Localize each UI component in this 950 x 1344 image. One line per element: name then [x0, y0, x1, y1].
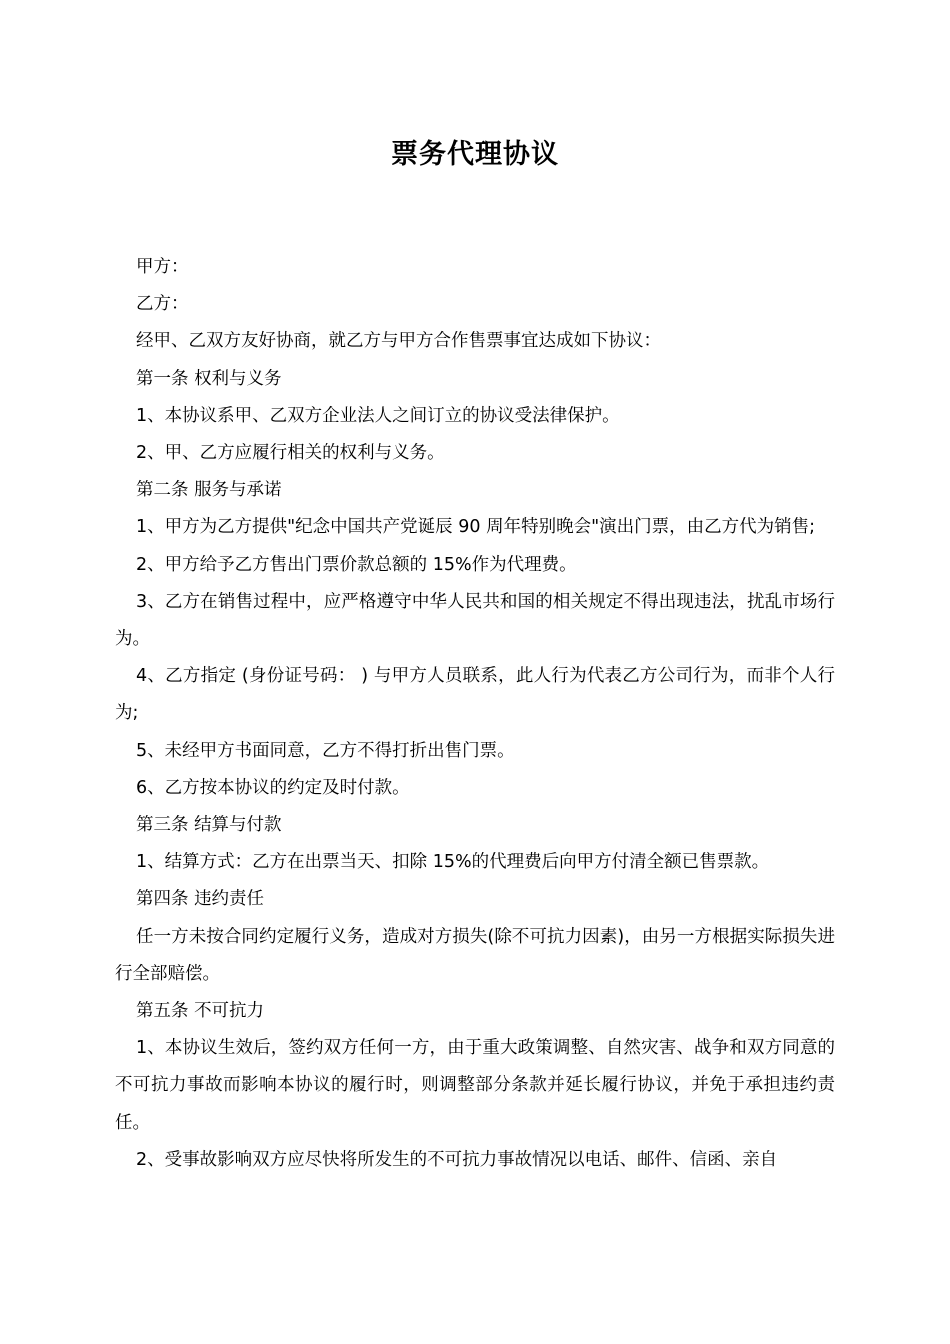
article-2-clause-2: 2、甲方给予乙方售出门票价款总额的 15%作为代理费。	[136, 554, 577, 575]
article-2-clause-4: 4、乙方指定 (身份证号码： ) 与甲方人员联系，此人行为代表乙方公司行为，而非个人行为;	[115, 666, 835, 724]
party-a-line: 甲方：	[136, 257, 189, 277]
article-3-heading: 第三条 结算与付款	[136, 815, 282, 836]
document-title: 票务代理协议	[391, 139, 559, 170]
preamble: 经甲、乙双方友好协商，就乙方与甲方合作售票事宜达成如下协议：	[136, 331, 661, 352]
article-4-heading: 第四条 违约责任	[136, 889, 265, 910]
article-2-clause-6: 6、乙方按本协议的约定及时付款。	[136, 777, 410, 798]
article-5-clause-2: 2、受事故影响双方应尽快将所发生的不可抗力事故情况以电话、邮件、信函、亲自	[136, 1149, 778, 1170]
article-4-text: 任一方未按合同约定履行义务，造成对方损失(除不可抗力因素)，由另一方根据实际损失进行全部赔偿。	[115, 926, 835, 984]
article-1-clause-2: 2、甲、乙方应履行相关的权利与义务。	[136, 443, 445, 464]
article-2-clause-1: 1、甲方为乙方提供"纪念中国共产党诞辰 90 周年特别晚会"演出门票，由乙方代为销售;	[136, 517, 816, 538]
article-2-clause-5: 5、未经甲方书面同意，乙方不得打折出售门票。	[136, 740, 515, 761]
article-1-clause-1: 1、本协议系甲、乙双方企业法人之间订立的协议受法律保护。	[136, 405, 620, 426]
article-5-clause-1: 1、本协议生效后，签约双方任何一方，由于重大政策调整、自然灾害、战争和双方同意的不可抗力事故而影响本协议的履行时，则调整部分条款并延长履行协议，并免于承担违约责任。	[115, 1038, 835, 1133]
party-b-line: 乙方：	[136, 294, 189, 315]
article-5-heading: 第五条 不可抗力	[136, 1001, 265, 1022]
article-1-heading: 第一条 权利与义务	[136, 368, 282, 389]
article-2-heading: 第二条 服务与承诺	[136, 480, 282, 501]
article-2-clause-3: 3、乙方在销售过程中，应严格遵守中华人民共和国的相关规定不得出现违法，扰乱市场行为。	[115, 591, 835, 650]
article-3-clause-1: 1、结算方式：乙方在出票当天、扣除 15%的代理费后向甲方付清全额已售票款。	[136, 852, 770, 873]
document-body	[115, 249, 835, 1179]
